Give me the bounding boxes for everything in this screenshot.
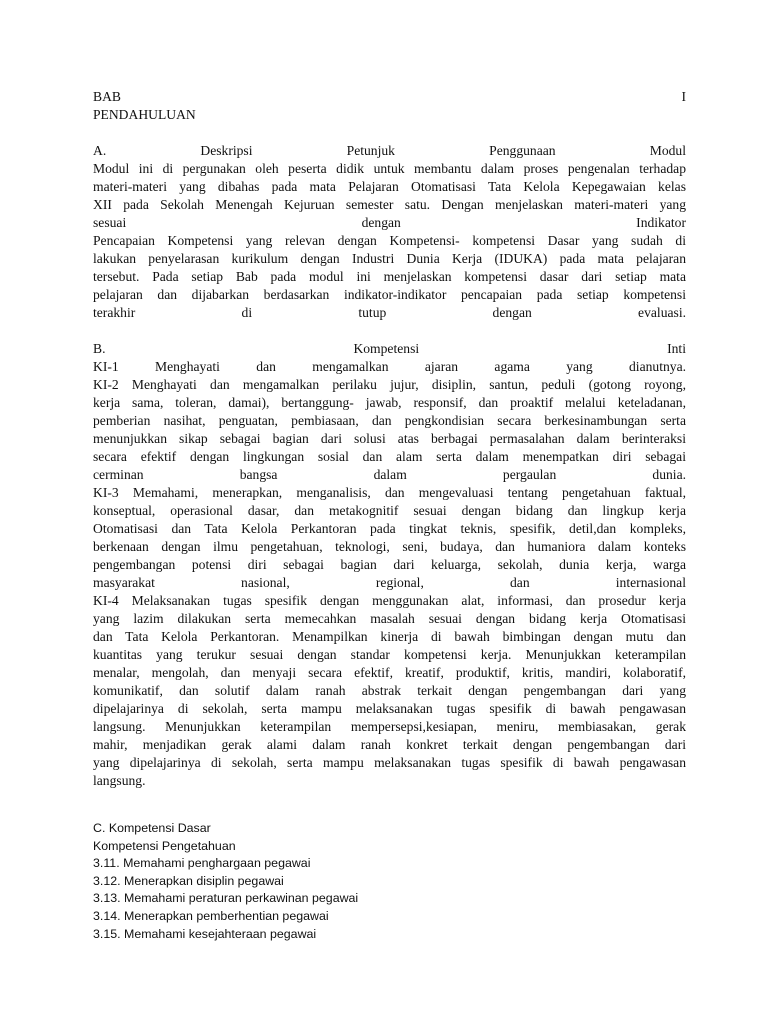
- section-a-line: tersebut. Pada setiap Bab pada modul ini menjelaskan kompetensi dasar dari setiap mata: [93, 269, 686, 284]
- section-a-heading: A. Deskripsi Petunjuk Penggunaan Modul: [93, 143, 686, 158]
- list-item: 3.15. Memahami kesejahteraan pegawai: [93, 926, 317, 941]
- section-b-line: dipelajarinya di sekolah, serta mampu melaksanakan tugas spesifik di bawah pengawasan: [93, 701, 686, 716]
- section-b-line: yang dipelajarinya di sekolah, serta mampu melaksanakan tugas spesifik di bawah pengawasan: [93, 755, 686, 770]
- list-item: 3.13. Memahami peraturan perkawinan pegawai: [93, 891, 359, 906]
- section-b-line: mahir, menjadikan gerak alami dalam ranah konkret terkait dengan pengembangan dari: [93, 737, 686, 752]
- list-item: 3.12. Menerapkan disiplin pegawai: [93, 873, 284, 888]
- section-a-line: terakhir di tutup dengan evaluasi.: [93, 305, 686, 320]
- section-b-line: langsung.: [93, 773, 146, 788]
- spacer: [93, 322, 686, 340]
- chapter-line: BAB I: [93, 89, 686, 104]
- list-item: 3.14. Menerapkan pemberhentian pegawai: [93, 908, 329, 923]
- section-b-line: menunjukkan sikap sebagai bagian dari solusi atas berbagai permasalahan dalam berinteraksi: [93, 431, 686, 446]
- section-b-line: KI-4 Melaksanakan tugas spesifik dengan menggunakan alat, informasi, dan prosedur kerja: [93, 593, 686, 608]
- section-b-line: pemberian nasihat, penguatan, pembiasaan, dan pengkondisian secara berkesinambungan serta: [93, 413, 686, 428]
- section-a-line: Modul ini di pergunakan oleh peserta didik untuk membantu dalam proses pengenalan terhadap: [93, 161, 686, 176]
- section-b-line: masyarakat nasional, regional, dan internasional: [93, 575, 686, 590]
- section-a-line: Pencapaian Kompetensi yang relevan dengan Kompetensi- kompetensi Dasar yang sudah di: [93, 233, 686, 248]
- section-b-line: menalar, mengolah, dan menyaji secara efektif, kreatif, produktif, kritis, mandiri, kolaboratif,: [93, 665, 686, 680]
- section-a-line: sesuai dengan Indikator: [93, 215, 686, 230]
- body-column: [93, 88, 686, 790]
- section-b-line: konseptual, operasional dasar, dan metakognitif sesuai dengan bidang dan lingkup kerja: [93, 503, 686, 518]
- section-b-line: KI-2 Menghayati dan mengamalkan perilaku jujur, disiplin, santun, peduli (gotong royong,: [93, 377, 686, 392]
- section-b-line: secara efektif dengan lingkungan sosial dan alam serta dalam menempatkan diri sebagai: [93, 449, 686, 464]
- section-b-line: pengembangan potensi diri sebagai bagian dari keluarga, sekolah, dunia kerja, warga: [93, 557, 686, 572]
- section-b-line: yang lazim dilakukan serta memecahkan masalah sesuai dengan bidang kerja Otomatisasi: [93, 611, 686, 626]
- section-c-subheading: Kompetensi Pengetahuan: [93, 838, 236, 853]
- section-b-line: dan Tata Kelola Perkantoran. Menampilkan kinerja di bawah bimbingan dengan mutu dan: [93, 629, 686, 644]
- section-b-line: kuantitas yang terukur sesuai dengan standar kompetensi kerja. Menunjukkan keterampilan: [93, 647, 686, 662]
- section-a-line: pelajaran dan dijabarkan berdasarkan indikator-indikator pencapaian pada setiap kompetensi: [93, 287, 686, 302]
- section-c: [93, 820, 686, 943]
- section-b-line: KI-3 Memahami, menerapkan, menganalisis, dan mengevaluasi tentang pengetahuan faktual,: [93, 485, 686, 500]
- section-b-line: komunikatif, dan solutif dalam ranah abstrak terkait dengan pengembangan dari yang: [93, 683, 686, 698]
- section-c-heading: C. Kompetensi Dasar: [93, 821, 211, 835]
- section-b-line: kerja sama, toleran, damai), bertanggung- jawab, responsif, dan proaktif melalui keteladanan,: [93, 395, 686, 410]
- section-a-line: XII pada Sekolah Menengah Kejuruan semester satu. Dengan menjelaskan materi-materi yang: [93, 197, 686, 212]
- spacer: [93, 124, 686, 142]
- section-b-line: langsung. Menunjukkan keterampilan mempersepsi,kesiapan, meniru, membiasakan, gerak: [93, 719, 686, 734]
- section-b-line: KI-1 Menghayati dan mengamalkan ajaran agama yang dianutnya.: [93, 359, 686, 374]
- chapter-title: PENDAHULUAN: [93, 107, 196, 122]
- section-b-line: cerminan bangsa dalam pergaulan dunia.: [93, 467, 686, 482]
- section-b-heading: B. Kompetensi Inti: [93, 341, 686, 356]
- section-a-line: lakukan penyelarasan kurikulum dengan Industri Dunia Kerja (IDUKA) pada mata pelajaran: [93, 251, 686, 266]
- section-b-line: Otomatisasi dan Tata Kelola Perkantoran pada tingkat teknis, spesifik, detil,dan kompleks,: [93, 521, 686, 536]
- section-a-line: materi-materi yang dibahas pada mata Pelajaran Otomatisasi Tata Kelola Kepegawaian kelas: [93, 179, 686, 194]
- section-b-line: berkenaan dengan ilmu pengetahuan, teknologi, seni, budaya, dan humaniora dalam konteks: [93, 539, 686, 554]
- list-item: 3.11. Memahami penghargaan pegawai: [93, 856, 311, 871]
